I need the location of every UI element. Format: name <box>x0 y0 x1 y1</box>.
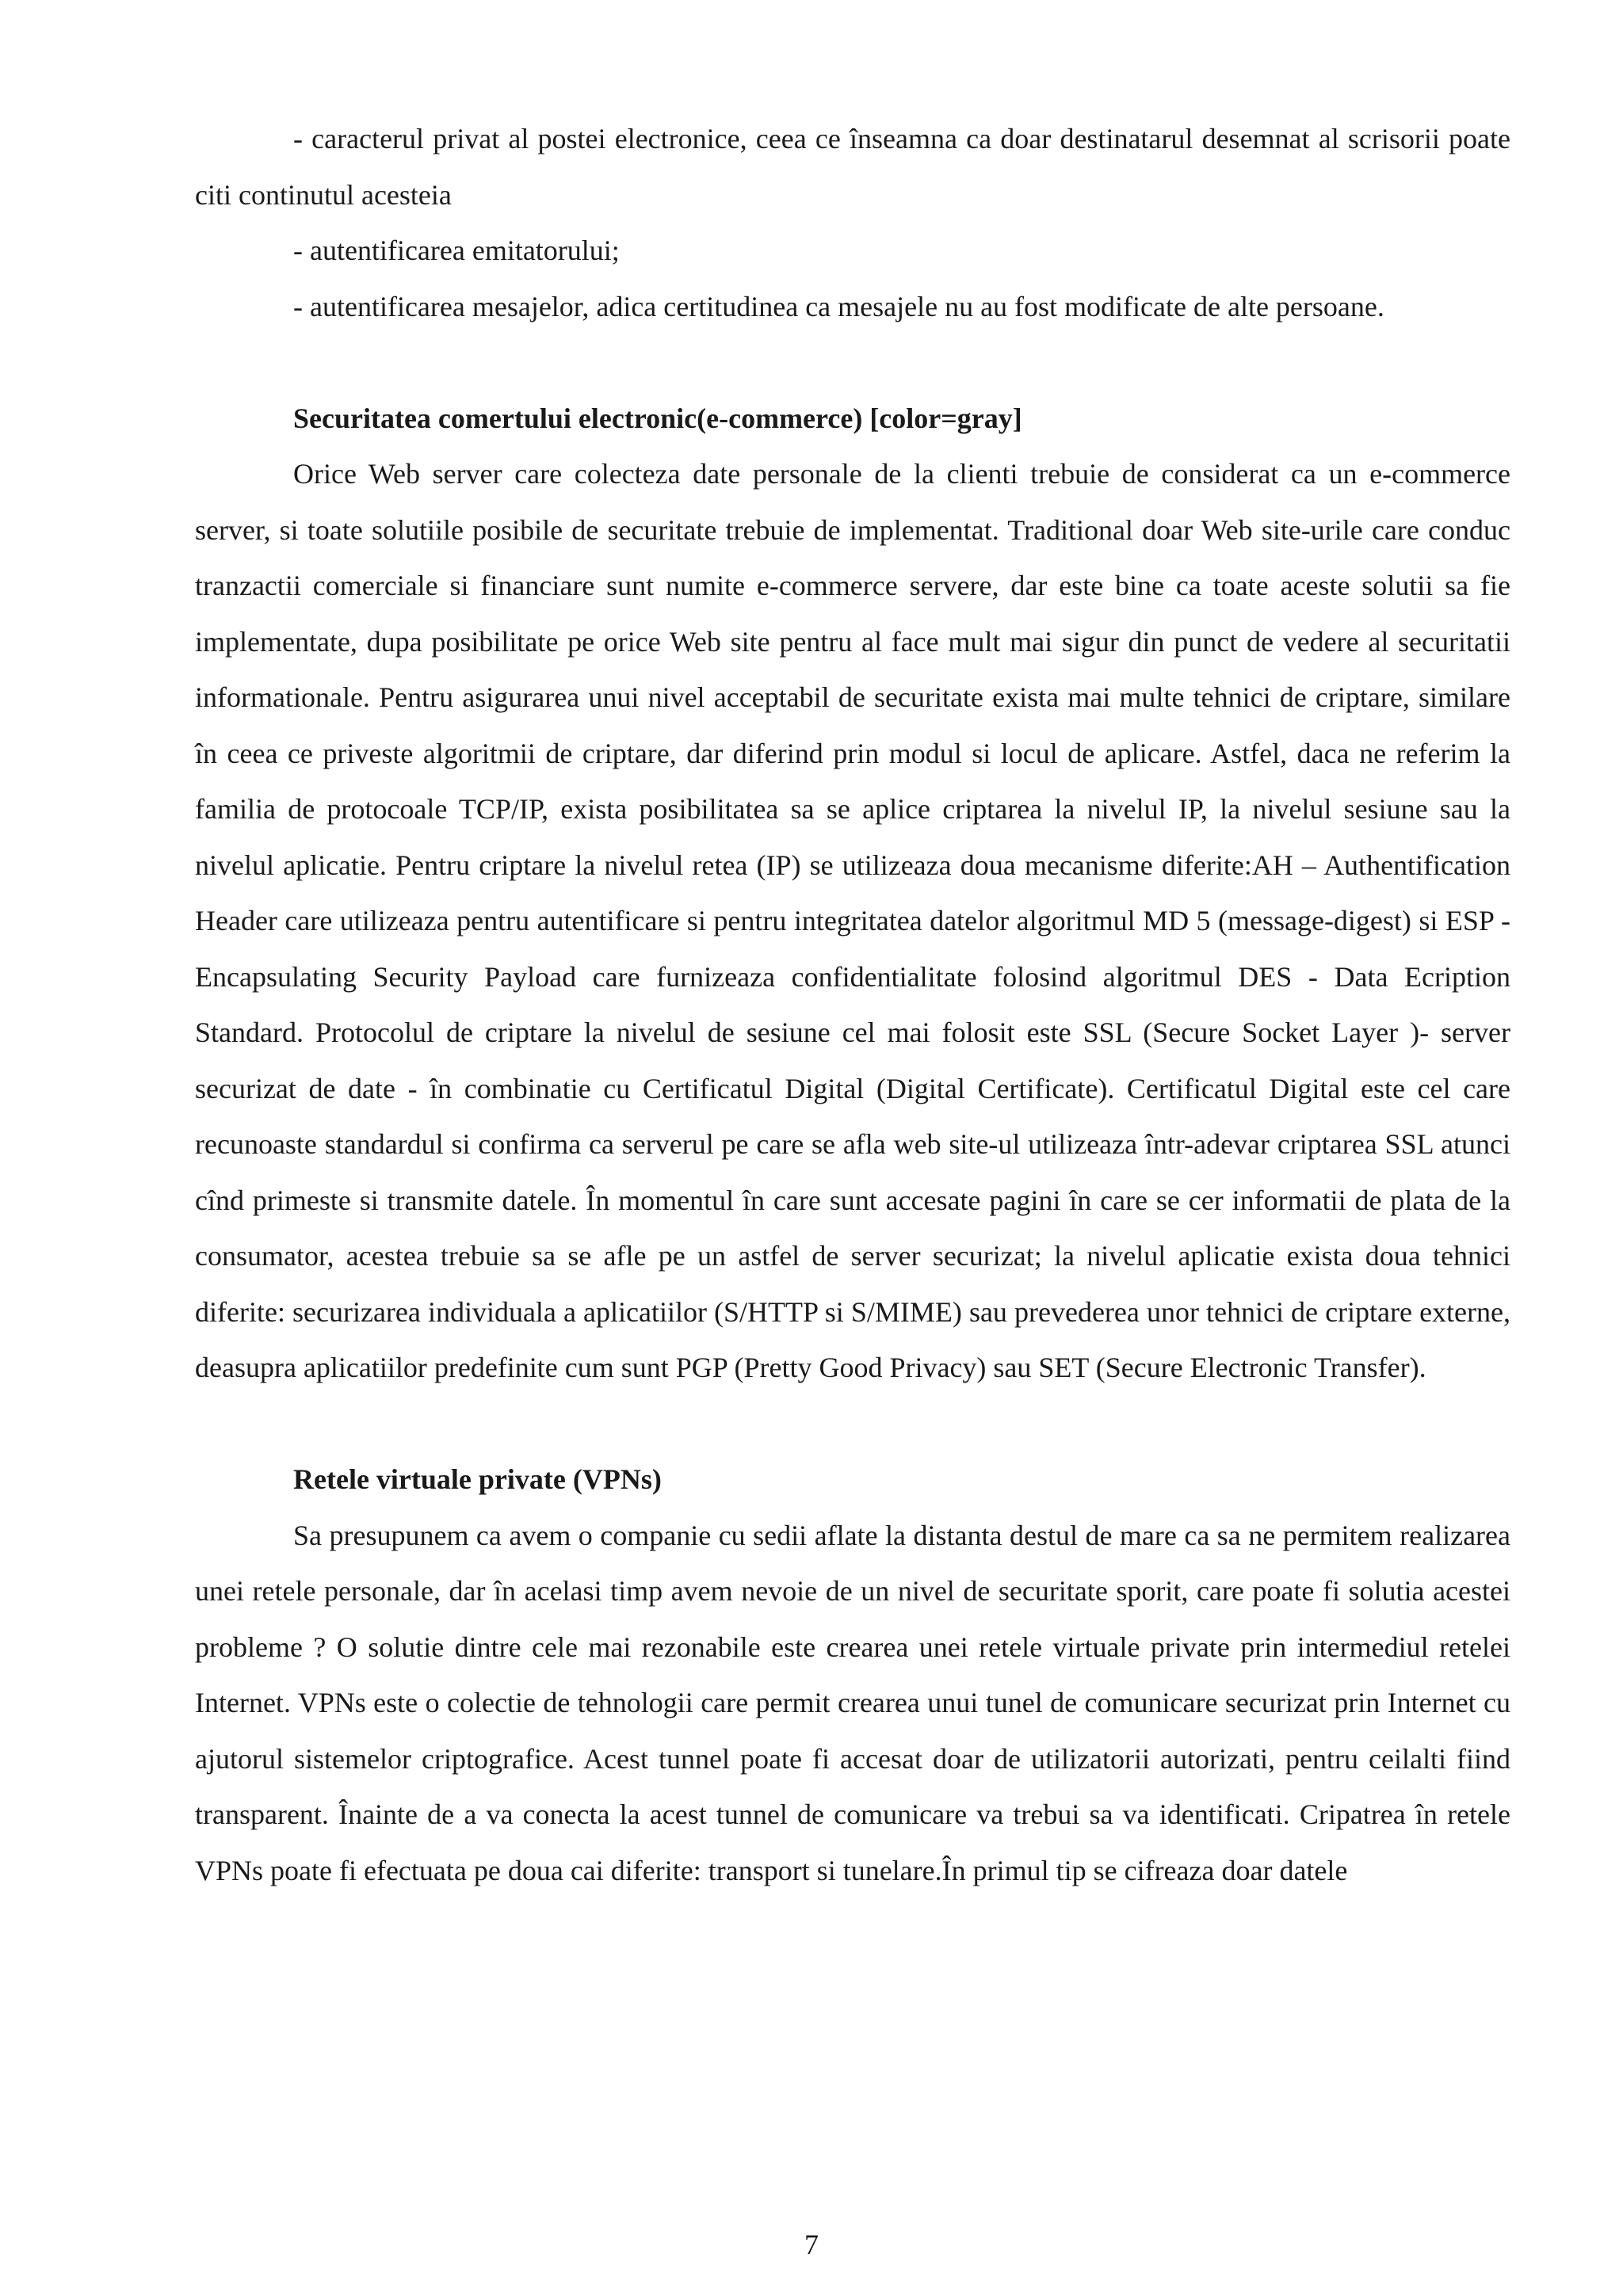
list-item: - autentificarea emitatorului; <box>293 235 620 266</box>
list-item: - caracterul privat al postei electronice, ceea ce înseamna ca doar destinatarul desemnat al scrisorii poate citi continutul acesteia <box>195 123 1510 211</box>
section-paragraph-ecommerce: Orice Web server care colecteza date personale de la clienti trebuie de considerat ca un e-commerce server, si toate solutiile posibile de securitate trebuie de implementat. Traditional doar Web site-urile care conduc tranzactii comerciale si financiare sunt numite e-commerce servere, dar este bine ca toate aceste solutii sa fie implementate, dupa posibilitate pe orice Web site pentru al face mult mai sigur din punct de vedere al securitatii informationale. Pentru asigurarea unui nivel acceptabil de securitate exista mai multe tehnici de criptare, similare în ceea ce priveste algoritmii de criptare, dar diferind prin modul si locul de aplicare. Astfel, daca ne referim la familia de protocoale TCP/IP, exista posibilitatea sa se aplice criptarea la nivelul IP, la nivelul sesiune sau la nivelul aplicatie. Pentru criptare la nivelul retea (IP) se utilizeaza doua mecanisme diferite:AH – Authentification Header care utilizeaza pentru autentificare si pentru integritatea datelor algoritmul MD 5 (message-digest) si ESP - Encapsulating Security Payload care furnizeaza confidentialitate folosind algoritmul DES - Data Ecription Standard. Protocolul de criptare la nivelul de sesiune cel mai folosit este SSL (Secure Socket Layer )- server securizat de date - în combinatie cu Certificatul Digital (Digital Certificate). Certificatul Digital este cel care recunoaste standardul si confirma ca serverul pe care se afla web site-ul utilizeaza într-adevar criptarea SSL atunci cînd primeste si transmite datele. În momentul în care sunt accesate pagini în care se cer informatii de plata de la consumator, acestea trebuie sa se afle pe un astfel de server securizat; la nivelul aplicatie exista doua tehnici diferite: securizarea individuala a aplicatiilor (S/HTTP si S/MIME) sau prevederea unor tehnici de criptare externe, deasupra aplicatiilor predefinite cum sunt PGP (Pretty Good Privacy) sau SET (Secure Electronic Transfer). <box>195 458 1510 1383</box>
paragraph-spacer <box>195 334 1510 391</box>
section-paragraph-vpn: Sa presupunem ca avem o companie cu sedii aflate la distanta destul de mare ca sa ne permitem realizarea unei retele personale, dar în acelasi timp avem nevoie de un nivel de securitate sporit, care poate fi solutia acestei probleme ? O solutie dintre cele mai rezonabile este crearea unei retele virtuale private prin intermediul retelei Internet. VPNs este o colectie de tehnologii care permit crearea unui tunel de comunicare securizat prin Internet cu ajutorul sistemelor criptografice. Acest tunnel poate fi accesat doar de utilizatorii autorizati, pentru ceilalti fiind transparent. Înainte de a va conecta la acest tunnel de comunicare va trebui sa va identificati. Cripatrea în retele VPNs poate fi efectuata pe doua cai diferite: transport si tunelare.În primul tip se cifreaza doar datele <box>195 1519 1510 1886</box>
section-heading-ecommerce: Securitatea comertului electronic(e-commerce) [color=gray] <box>293 402 1022 434</box>
page-number: 7 <box>804 2229 819 2260</box>
list-item: - autentificarea mesajelor, adica certitudinea ca mesajele nu au fost modificate de alte persoane. <box>293 290 1384 322</box>
paragraph-spacer <box>195 1396 1510 1452</box>
document-page <box>195 111 1510 1898</box>
section-heading-vpn: Retele virtuale private (VPNs) <box>293 1463 662 1495</box>
